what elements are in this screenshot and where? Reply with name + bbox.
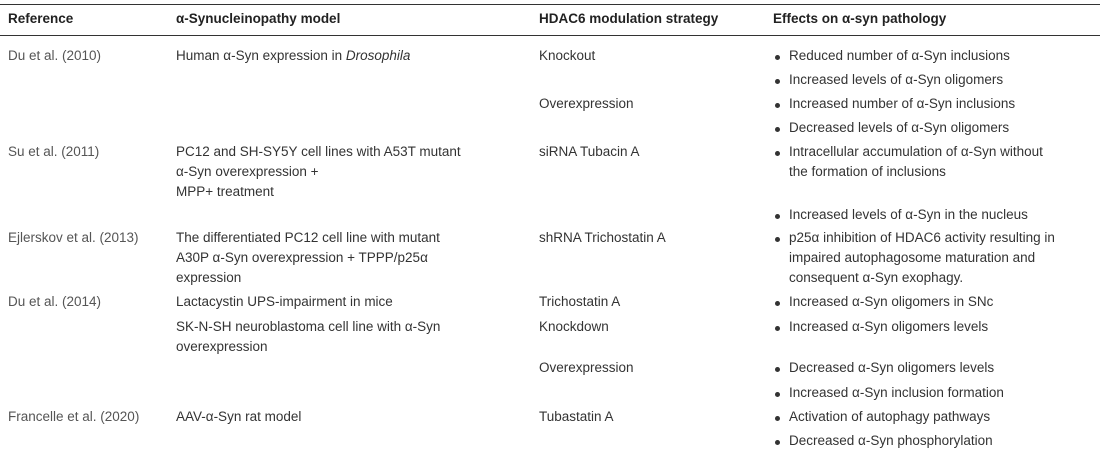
strategy-text: Tubastatin A: [539, 409, 614, 424]
bullet-dot: [775, 440, 780, 445]
bullet-dot: [775, 367, 780, 372]
strategy-text: shRNA Trichostatin A: [539, 230, 666, 245]
effect-text: Increased α-Syn inclusion formation: [789, 385, 1004, 400]
strategy-knockout: Knockout: [539, 48, 596, 63]
model-text: overexpression: [176, 339, 268, 354]
strategy-text: Overexpression: [539, 360, 634, 375]
model-text: Lactacystin UPS-impairment in mice: [176, 294, 393, 309]
effect-text: Increased levels of α-Syn oligomers: [789, 72, 1004, 87]
bullet-dot: [775, 103, 780, 108]
effect-text: p25α inhibition of HDAC6 activity resulting in: [789, 230, 1055, 245]
reference-ejlerskov-2013: Ejlerskov et al. (2013): [8, 230, 139, 245]
effect-text: Decreased levels of α-Syn oligomers: [789, 120, 1010, 135]
reference-du-2010: Du et al. (2010): [8, 48, 102, 63]
model-text: AAV-α-Syn rat model: [176, 409, 302, 424]
model-du-2010-italic: Drosophila: [345, 48, 411, 63]
effect-text: Activation of autophagy pathways: [789, 409, 991, 424]
model-du-2010-text: Human α-Syn expression in: [176, 48, 346, 63]
effect-text: Intracellular accumulation of α-Syn without: [789, 144, 1043, 159]
header-model: α-Synucleinopathy model: [176, 11, 341, 26]
bullet-dot: [775, 326, 780, 331]
header-top-rule: [0, 4, 1100, 5]
model-text: α-Syn overexpression +: [176, 164, 319, 179]
header-strategy: HDAC6 modulation strategy: [539, 11, 719, 26]
reference-francelle-2020: Francelle et al. (2020): [8, 409, 140, 424]
strategy-text: Trichostatin A: [539, 294, 621, 309]
effect-text: Increased α-Syn oligomers in SNc: [789, 294, 994, 309]
bullet-dot: [775, 392, 780, 397]
strategy-text: siRNA Tubacin A: [539, 144, 640, 159]
bullet-dot: [775, 214, 780, 219]
effect-text: Increased number of α-Syn inclusions: [789, 96, 1016, 111]
effect-text: Decreased α-Syn oligomers levels: [789, 360, 995, 375]
bullet-dot: [775, 127, 780, 132]
header-effects: Effects on α-syn pathology: [773, 11, 947, 26]
model-du-2010: [176, 46, 410, 66]
bullet-dot: [775, 151, 780, 156]
reference-su-2011: Su et al. (2011): [8, 144, 100, 159]
reference-du-2014: Du et al. (2014): [8, 294, 102, 309]
model-text: SK-N-SH neuroblastoma cell line with α-Syn: [176, 319, 441, 334]
strategy-text: Knockdown: [539, 319, 609, 334]
model-text: The differentiated PC12 cell line with mutant: [176, 230, 440, 245]
bullet-dot: [775, 416, 780, 421]
model-text: A30P α-Syn overexpression + TPPP/p25α: [176, 250, 428, 265]
model-text: PC12 and SH-SY5Y cell lines with A53T mutant: [176, 144, 461, 159]
effect-text: consequent α-Syn exophagy.: [789, 270, 964, 285]
effect-text: Decreased α-Syn phosphorylation: [789, 433, 993, 448]
header-bottom-rule: [0, 35, 1100, 36]
effect-text: the formation of inclusions: [789, 164, 946, 179]
effect-text: Increased α-Syn oligomers levels: [789, 319, 989, 334]
strategy-overexpression: Overexpression: [539, 96, 634, 111]
effect-text: Increased levels of α-Syn in the nucleus: [789, 207, 1028, 222]
bullet-dot: [775, 301, 780, 306]
model-text: MPP+ treatment: [176, 184, 274, 199]
bullet-dot: [775, 237, 780, 242]
effect-text: impaired autophagosome maturation and: [789, 250, 1036, 265]
model-text: expression: [176, 270, 242, 285]
effect-text: Reduced number of α-Syn inclusions: [789, 48, 1010, 63]
bullet-dot: [775, 55, 780, 60]
header-reference: Reference: [8, 11, 74, 26]
bullet-dot: [775, 79, 780, 84]
